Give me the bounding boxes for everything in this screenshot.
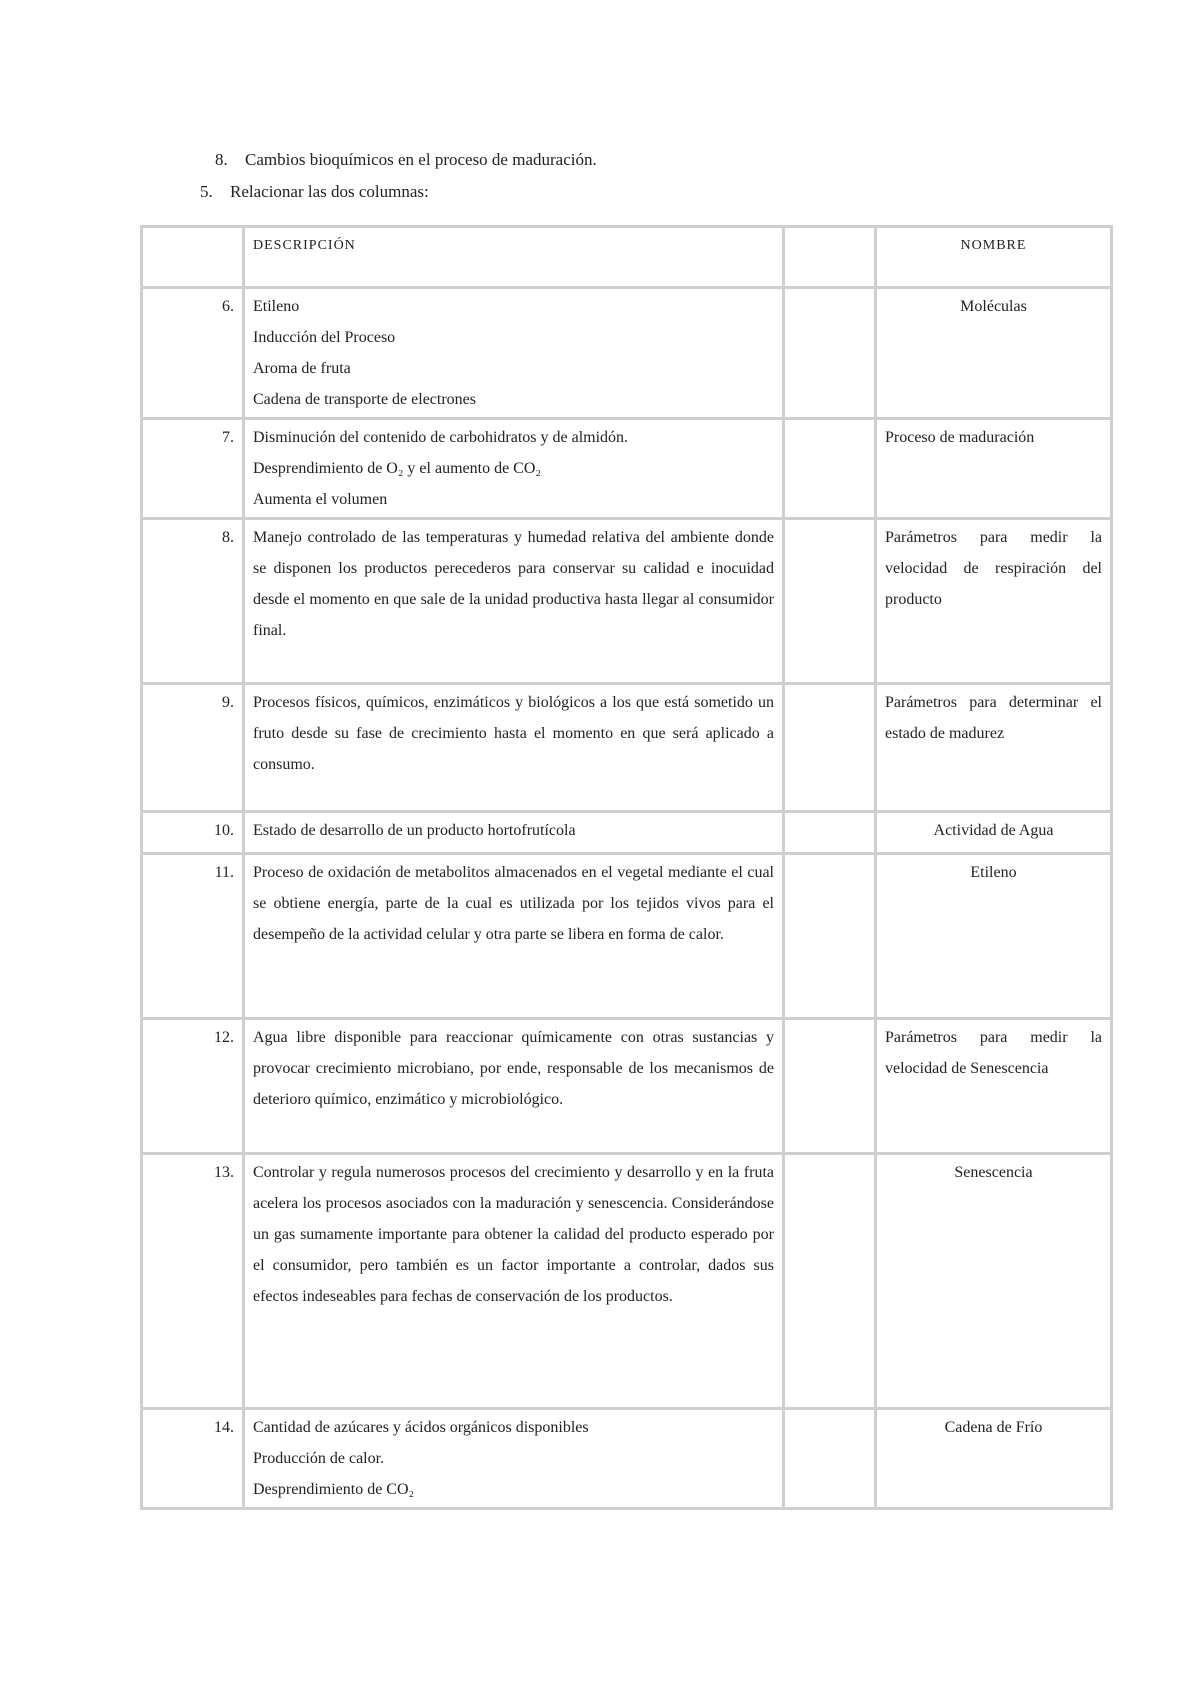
table-row [142, 419, 1112, 519]
row-name: Parámetros para determinar el estado de madurez [876, 684, 1112, 812]
row-description [244, 684, 784, 812]
description-line: Disminución del contenido de carbohidratos y de almidón. [253, 429, 629, 446]
row-name: Parámetros para medir la velocidad de respiración del producto [876, 519, 1112, 684]
row-name: Proceso de maduración [876, 419, 1112, 519]
row-number: 11. [142, 854, 244, 1019]
row-number: 8. [142, 519, 244, 684]
table-row [142, 519, 1112, 684]
table-row [142, 288, 1112, 419]
header-answer-cell [784, 227, 876, 288]
answer-cell[interactable] [784, 854, 876, 1019]
table-row [142, 1154, 1112, 1409]
row-number: 10. [142, 812, 244, 854]
row-number: 9. [142, 684, 244, 812]
description-line: Controlar y regula numerosos procesos del crecimiento y desarrollo y en la fruta acelera los procesos asociados con la maduración y senescencia. Considerándose un gas sumamente importante para obtener la calidad del producto esperado por el consumidor, pero también es un factor importante a controlar, dados sus efectos indeseables para fechas de conservación de los productos. [253, 1164, 774, 1305]
description-line: Etileno [253, 298, 300, 315]
intro-item-5 [200, 182, 429, 202]
description-line: Desprendimiento de O₂ y el aumento de CO₂ [253, 460, 541, 477]
table-header-row [142, 227, 1112, 288]
description-line: Cadena de transporte de electrones [253, 391, 477, 408]
intro-text: Relacionar las dos columnas: [230, 182, 429, 201]
answer-cell[interactable] [784, 1409, 876, 1509]
row-name: Moléculas [876, 288, 1112, 419]
table-row [142, 1409, 1112, 1509]
intro-number: 8. [215, 150, 228, 169]
row-description [244, 519, 784, 684]
row-name: Senescencia [876, 1154, 1112, 1409]
answer-cell[interactable] [784, 288, 876, 419]
answer-cell[interactable] [784, 1019, 876, 1154]
description-line: Inducción del Proceso [253, 329, 396, 346]
intro-text: Cambios bioquímicos en el proceso de maduración. [245, 150, 597, 169]
header-number-cell [142, 227, 244, 288]
description-line: Estado de desarrollo de un producto hortofrutícola [253, 822, 576, 839]
table-row [142, 854, 1112, 1019]
answer-cell[interactable] [784, 684, 876, 812]
row-number: 12. [142, 1019, 244, 1154]
answer-cell[interactable] [784, 519, 876, 684]
answer-cell[interactable] [784, 1154, 876, 1409]
intro-number: 5. [200, 182, 213, 201]
row-description [244, 1019, 784, 1154]
row-description [244, 419, 784, 519]
row-description [244, 812, 784, 854]
row-description [244, 288, 784, 419]
answer-cell[interactable] [784, 812, 876, 854]
row-description [244, 1154, 784, 1409]
table-row [142, 684, 1112, 812]
row-number: 13. [142, 1154, 244, 1409]
answer-cell[interactable] [784, 419, 876, 519]
description-line: Desprendimiento de CO₂ [253, 1481, 415, 1498]
table-row [142, 812, 1112, 854]
description-line: Agua libre disponible para reaccionar químicamente con otras sustancias y provocar crecimiento microbiano, por ende, responsable de los mecanismos de deterioro químico, enzimático y microbiológico. [253, 1029, 774, 1108]
intro-item-8 [215, 150, 597, 170]
row-number: 7. [142, 419, 244, 519]
table-row [142, 1019, 1112, 1154]
description-line: Proceso de oxidación de metabolitos almacenados en el vegetal mediante el cual se obtiene energía, parte de la cual es utilizada por los tejidos vivos para el desempeño de la actividad celular y otra parte se libera en forma de calor. [253, 864, 774, 943]
row-description [244, 854, 784, 1019]
header-description: DESCRIPCIÓN [244, 227, 784, 288]
row-name: Etileno [876, 854, 1112, 1019]
header-name: NOMBRE [876, 227, 1112, 288]
table-body [142, 288, 1112, 1509]
row-number: 6. [142, 288, 244, 419]
description-line: Producción de calor. [253, 1450, 385, 1467]
description-line: Cantidad de azúcares y ácidos orgánicos disponibles [253, 1419, 589, 1436]
row-number: 14. [142, 1409, 244, 1509]
row-name: Parámetros para medir la velocidad de Senescencia [876, 1019, 1112, 1154]
description-line: Aroma de fruta [253, 360, 351, 377]
description-line: Manejo controlado de las temperaturas y humedad relativa del ambiente donde se disponen los productos perecederos para conservar su calidad e inocuidad desde el momento en que sale de la unidad productiva hasta llegar al consumidor final. [253, 529, 774, 639]
row-name: Cadena de Frío [876, 1409, 1112, 1509]
row-description [244, 1409, 784, 1509]
description-line: Aumenta el volumen [253, 491, 388, 508]
description-line: Procesos físicos, químicos, enzimáticos y biológicos a los que está sometido un fruto desde su fase de crecimiento hasta el momento en que será aplicado a consumo. [253, 694, 774, 773]
matching-table [140, 225, 1113, 1510]
row-name: Actividad de Agua [876, 812, 1112, 854]
